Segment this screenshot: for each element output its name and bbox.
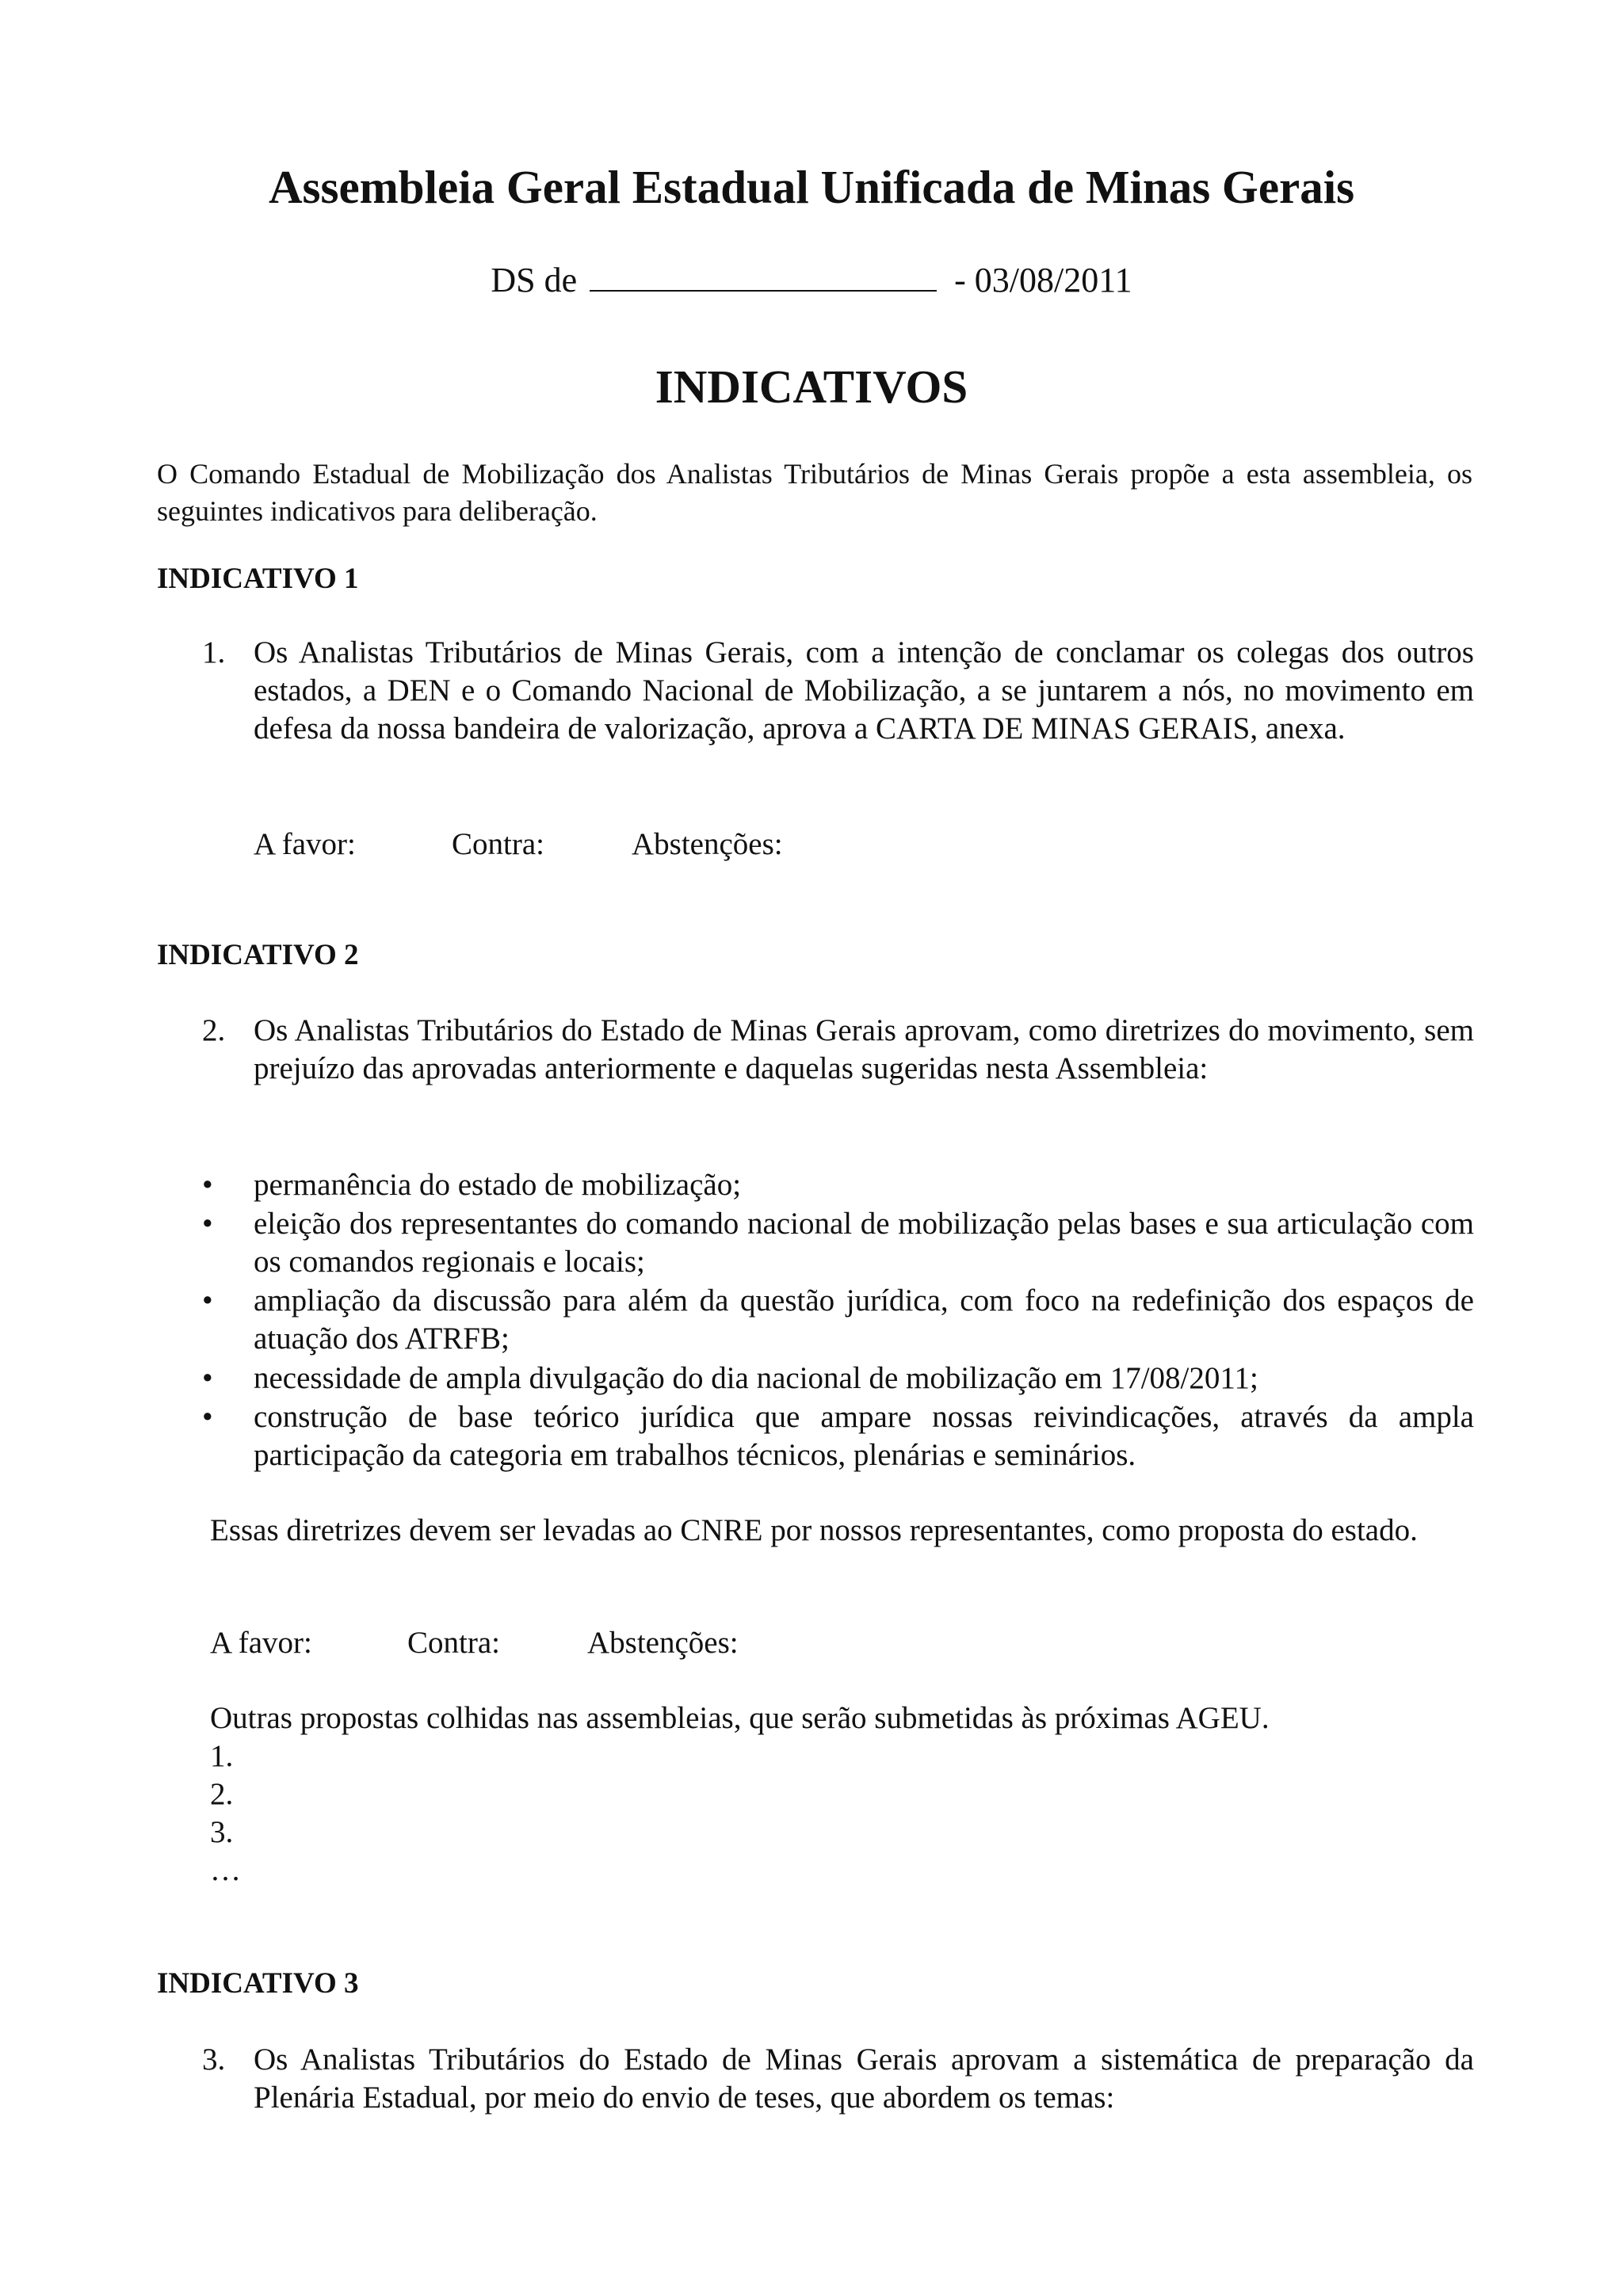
indicativo-2-text: Os Analistas Tributários do Estado de Minas Gerais aprovam, como diretrizes do movimento, sem prejuízo das aprovadas anteriormente e daquelas sugeridas nesta Assembleia: <box>254 1013 1474 1085</box>
bullet-marker: • <box>202 1207 213 1241</box>
proposal-item: 1. <box>210 1739 234 1773</box>
ds-date: - 03/08/2011 <box>954 261 1132 299</box>
list-item: necessidade de ampla divulgação do dia nacional de mobilização em 17/08/2011; <box>254 1361 1258 1395</box>
indicativo-3-number: 3. <box>202 2042 226 2077</box>
bullet-marker: • <box>202 1283 213 1318</box>
ds-date-line <box>0 255 1623 303</box>
main-heading: INDICATIVOS <box>655 360 968 413</box>
indicativo-1-text: Os Analistas Tributários de Minas Gerais, com a intenção de conclamar os colegas dos outros estados, a DEN e o Comando Nacional de Mobilização, a se juntarem a nós, no movimento em defesa da nossa bandeira de valorização, aprova a CARTA DE MINAS GERAIS, anexa. <box>254 635 1474 746</box>
list-item: construção de base teórico jurídica que ampare nossas reivindicações, através da ampla participação da categoria em trabalhos técnicos, plenárias e seminários. <box>254 1400 1474 1472</box>
indicativo-2-heading: INDICATIVO 2 <box>157 939 359 971</box>
list-item: permanência do estado de mobilização; <box>254 1168 742 1202</box>
ds-prefix: DS de <box>491 261 578 299</box>
bullet-marker: • <box>202 1361 213 1395</box>
bullet-marker: • <box>202 1168 213 1202</box>
intro-paragraph: O Comando Estadual de Mobilização dos Analistas Tributários de Minas Gerais propõe a esta assembleia, os seguintes indicativos para deliberação. <box>157 458 1472 527</box>
list-item: eleição dos representantes do comando nacional de mobilização pelas bases e sua articulação com os comandos regionais e locais; <box>254 1207 1474 1279</box>
vote-favor-label: A favor: <box>254 827 356 861</box>
vote-contra-label: Contra: <box>407 1626 500 1660</box>
indicativo-3-heading: INDICATIVO 3 <box>157 1967 359 2000</box>
other-proposals-text: Outras propostas colhidas nas assembleias, que serão submetidas às próximas AGEU. <box>210 1701 1270 1735</box>
proposal-item: 3. <box>210 1815 234 1849</box>
document-title: Assembleia Geral Estadual Unificada de Minas Gerais <box>268 161 1355 213</box>
indicativo-1-vote-row <box>0 826 1623 865</box>
indicativo-1-number: 1. <box>202 635 226 669</box>
vote-abstencoes-label: Abstenções: <box>587 1626 739 1660</box>
indicativo-3-text: Os Analistas Tributários do Estado de Minas Gerais aprovam a sistemática de preparação da Plenária Estadual, por meio do envio de teses, que abordem os temas: <box>254 2042 1474 2115</box>
vote-abstencoes-label: Abstenções: <box>632 827 783 861</box>
indicativo-2-vote-row <box>0 1624 1623 1664</box>
bullet-marker: • <box>202 1400 213 1434</box>
indicativo-2-note: Essas diretrizes devem ser levadas ao CNRE por nossos representantes, como proposta do estado. <box>210 1513 1418 1547</box>
ds-blank-field <box>590 255 937 292</box>
vote-contra-label: Contra: <box>452 827 544 861</box>
indicativo-1-heading: INDICATIVO 1 <box>157 563 359 595</box>
proposal-item: … <box>210 1853 241 1887</box>
indicativo-2-number: 2. <box>202 1013 226 1047</box>
list-item: ampliação da discussão para além da questão jurídica, com foco na redefinição dos espaços de atuação dos ATRFB; <box>254 1283 1474 1356</box>
proposal-item: 2. <box>210 1777 234 1811</box>
vote-favor-label: A favor: <box>210 1626 312 1660</box>
